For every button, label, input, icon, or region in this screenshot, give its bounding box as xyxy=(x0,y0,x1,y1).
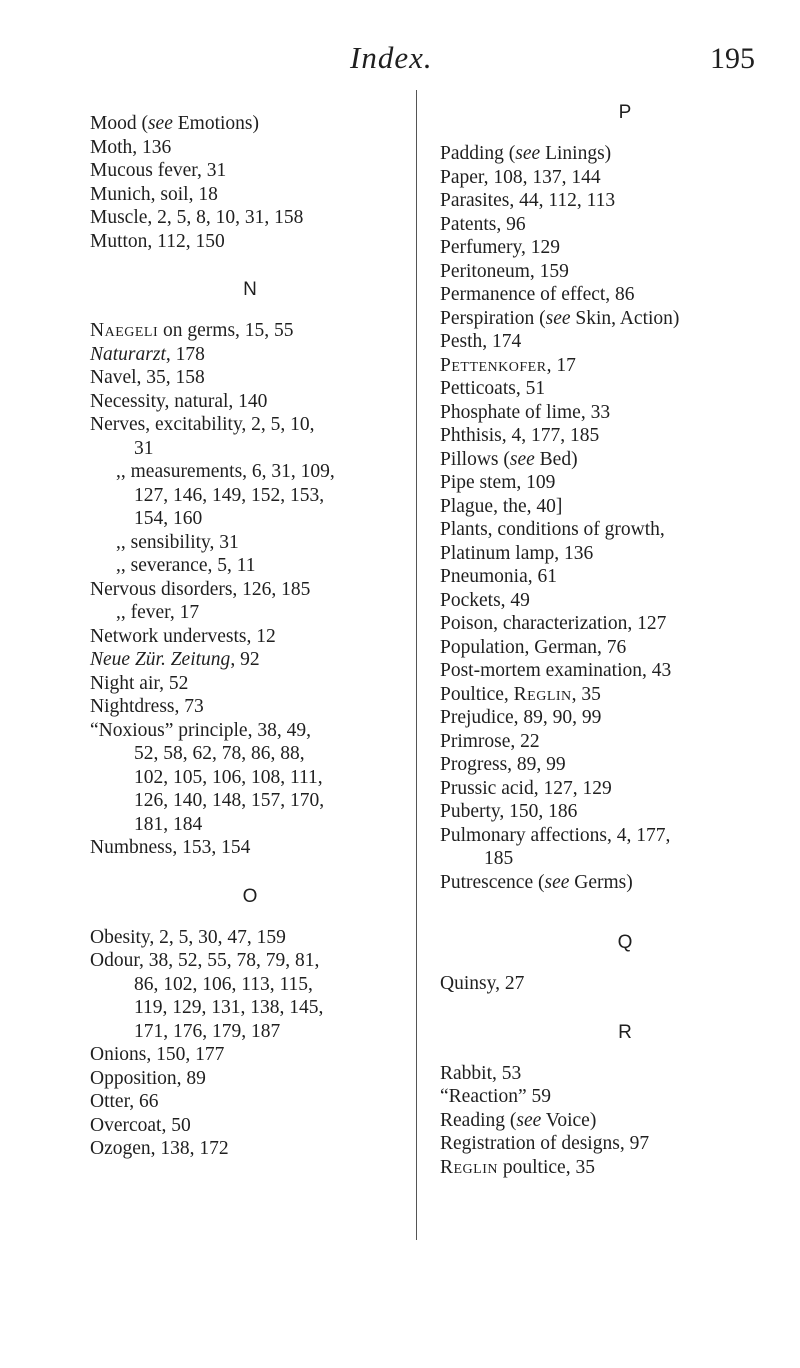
index-entry: Platinum lamp, 136 xyxy=(440,542,594,564)
index-entry: Pulmonary affections, 4, 177, xyxy=(440,824,671,846)
index-entry: Padding (see Linings) xyxy=(440,143,612,164)
index-entry: Pockets, 49 xyxy=(440,589,530,611)
running-title: Index. xyxy=(350,40,433,75)
index-entry: Plants, conditions of growth, xyxy=(440,519,665,540)
index-entry: Petticoats, 51 xyxy=(440,378,546,399)
index-entry: Pneumonia, 61 xyxy=(440,566,557,587)
section-letter-p: P xyxy=(618,102,632,123)
index-entry: Plague, the, 40] xyxy=(440,495,563,517)
index-entry: “Reaction” 59 xyxy=(440,1086,551,1107)
index-entry: Nerves, excitability, 2, 5, 10, xyxy=(90,414,315,435)
index-entry-continuation: 119, 129, 131, 138, 145, xyxy=(134,997,324,1018)
index-subentry: ,, measurements, 6, 31, 109, xyxy=(116,461,335,482)
index-entry: Naturarzt, 178 xyxy=(90,343,205,365)
index-entry: Permanence of effect, 86 xyxy=(440,284,635,305)
index-entry: Registration of designs, 97 xyxy=(440,1133,650,1154)
index-entry-continuation: 126, 140, 148, 157, 170, xyxy=(134,790,325,811)
index-entry: Parasites, 44, 112, 113 xyxy=(440,190,616,211)
section-letter-q: Q xyxy=(617,932,633,953)
index-entry: Nervous disorders, 126, 185 xyxy=(90,578,311,600)
index-entry-continuation: 181, 184 xyxy=(134,813,203,835)
index-entry: Reglin poultice, 35 xyxy=(440,1156,595,1178)
index-entry: Primrose, 22 xyxy=(440,730,540,752)
index-entry: Ozogen, 138, 172 xyxy=(90,1138,229,1159)
index-entry: Mood (see Emotions) xyxy=(90,113,259,134)
index-entry: Network undervests, 12 xyxy=(90,625,276,647)
index-entry: Otter, 66 xyxy=(90,1091,159,1112)
page-number: 195 xyxy=(710,42,755,75)
index-entry: Munich, soil, 18 xyxy=(90,183,218,205)
section-letter-o: O xyxy=(242,885,258,907)
index-entry: Phosphate of lime, 33 xyxy=(440,401,611,423)
index-entry: Patents, 96 xyxy=(440,213,526,235)
index-entry-continuation: 102, 105, 106, 108, 111, xyxy=(134,766,323,788)
index-entry-continuation: 52, 58, 62, 78, 86, 88, xyxy=(134,743,305,764)
index-entry: Pipe stem, 109 xyxy=(440,472,556,493)
index-entry: Perspiration (see Skin, Action) xyxy=(440,307,680,329)
index-entry: Overcoat, 50 xyxy=(90,1114,191,1136)
index-entry: Phthisis, 4, 177, 185 xyxy=(440,425,600,446)
index-entry: Moth, 136 xyxy=(90,136,172,158)
index-entry: Putrescence (see Germs) xyxy=(440,871,633,893)
left-column xyxy=(90,112,410,1161)
index-entry: Obesity, 2, 5, 30, 47, 159 xyxy=(90,926,286,948)
index-entry-continuation: 154, 160 xyxy=(134,508,203,529)
index-entry: “Noxious” principle, 38, 49, xyxy=(90,719,311,741)
index-entry: Mucous fever, 31 xyxy=(90,160,227,181)
page-header xyxy=(0,36,800,76)
index-entry: Pillows (see Bed) xyxy=(440,448,578,470)
index-entry: Peritoneum, 159 xyxy=(440,260,569,282)
index-entry: Post-mortem examination, 43 xyxy=(440,660,672,681)
index-entry: Quinsy, 27 xyxy=(440,973,525,994)
index-entry: Numbness, 153, 154 xyxy=(90,837,251,858)
index-entry: Navel, 35, 158 xyxy=(90,367,205,388)
index-subentry: ,, fever, 17 xyxy=(116,602,200,623)
index-entry: Odour, 38, 52, 55, 78, 79, 81, xyxy=(90,950,320,971)
index-entry: Poison, characterization, 127 xyxy=(440,613,667,634)
index-entry: Pettenkofer, 17 xyxy=(440,354,576,376)
index-entry: Nightdress, 73 xyxy=(90,696,204,717)
section-letter-r: R xyxy=(618,1021,632,1043)
index-entry: Muscle, 2, 5, 8, 10, 31, 158 xyxy=(90,207,304,228)
index-entry-continuation: 31 xyxy=(134,437,154,459)
index-entry: Perfumery, 129 xyxy=(440,237,561,258)
index-subentry: ,, severance, 5, 11 xyxy=(116,555,256,576)
section-letter-n: N xyxy=(243,279,257,300)
index-entry-continuation: 86, 102, 106, 113, 115, xyxy=(134,973,313,995)
index-entry: Population, German, 76 xyxy=(440,636,627,658)
index-entry-continuation: 185 xyxy=(484,848,514,869)
index-entry: Progress, 89, 99 xyxy=(440,754,566,775)
index-entry-continuation: 127, 146, 149, 152, 153, xyxy=(134,484,325,506)
index-entry: Onions, 150, 177 xyxy=(90,1044,225,1065)
index-entry: Reading (see Voice) xyxy=(440,1109,597,1131)
index-entry: Prejudice, 89, 90, 99 xyxy=(440,707,602,728)
index-entry: Mutton, 112, 150 xyxy=(90,230,225,252)
index-entry: Paper, 108, 137, 144 xyxy=(440,166,601,188)
index-entry-continuation: 171, 176, 179, 187 xyxy=(134,1020,281,1042)
index-entry: Night air, 52 xyxy=(90,672,189,694)
index-entry: Necessity, natural, 140 xyxy=(90,390,268,412)
index-entry: Opposition, 89 xyxy=(90,1067,206,1089)
index-entry: Pesth, 174 xyxy=(440,331,522,352)
index-entry: Rabbit, 53 xyxy=(440,1062,522,1084)
index-entry: Neue Zür. Zeitung, 92 xyxy=(90,649,260,670)
index-subentry: ,, sensibility, 31 xyxy=(116,531,239,553)
index-entry: Puberty, 150, 186 xyxy=(440,801,578,822)
index-entry: Prussic acid, 127, 129 xyxy=(440,777,612,799)
index-entry: Naegeli on germs, 15, 55 xyxy=(90,320,294,341)
index-entry: Poultice, Reglin, 35 xyxy=(440,683,601,705)
right-column xyxy=(416,102,800,1179)
